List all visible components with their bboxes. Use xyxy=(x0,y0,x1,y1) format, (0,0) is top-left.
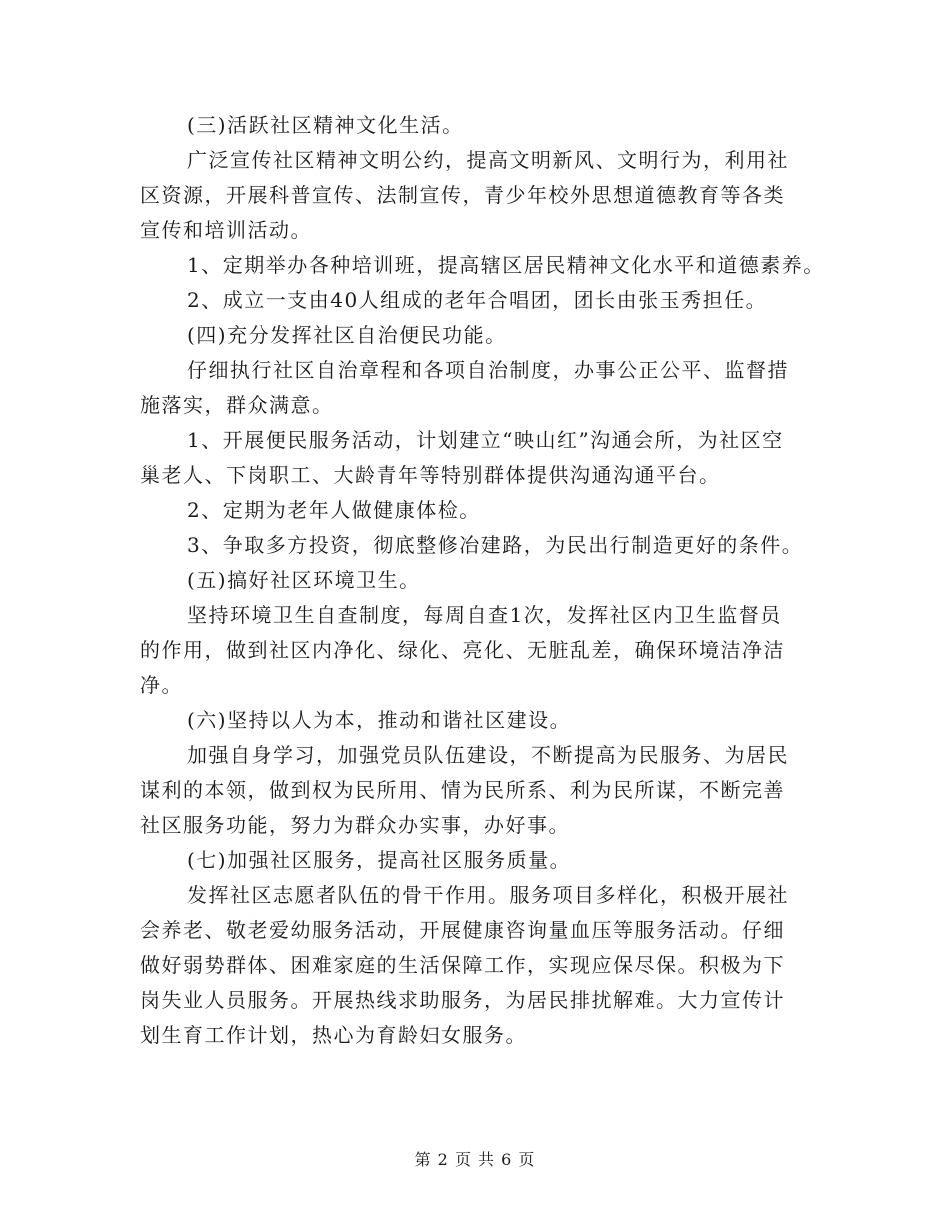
text-line: 岗失业人员服务。开展热线求助服务，为居民排扰解难。大力宣传计 xyxy=(140,988,785,1012)
text-line: 1、定期举办各种培训班，提高辖区居民精神文化水平和道德素养。 xyxy=(187,253,825,277)
text-line: 划生育工作计划，热心为育龄妇女服务。 xyxy=(140,1023,527,1047)
text-line: (三)活跃社区精神文化生活。 xyxy=(187,113,464,137)
text-line: (六)坚持以人为本，推动和谐社区建设。 xyxy=(187,708,572,732)
text-line: 做好弱势群体、困难家庭的生活保障工作，实现应保尽保。积极为下 xyxy=(140,953,785,977)
text-line: 区资源，开展科普宣传、法制宣传，青少年校外思想道德教育等各类 xyxy=(140,183,785,207)
text-line: (五)搞好社区环境卫生。 xyxy=(187,568,421,592)
text-line: 净。 xyxy=(140,673,183,697)
text-line: 的作用，做到社区内净化、绿化、亮化、无脏乱差，确保环境洁净洁 xyxy=(140,638,785,662)
text-line: 巢老人、下岗职工、大龄青年等特别群体提供沟通沟通平台。 xyxy=(140,463,721,487)
text-line: 广泛宣传社区精神文明公约，提高文明新风、文明行为，利用社 xyxy=(187,148,789,172)
text-line: 社区服务功能，努力为群众办实事，办好事。 xyxy=(140,813,570,837)
text-line: 2、成立一支由40人组成的老年合唱团，团长由张玉秀担任。 xyxy=(187,288,768,312)
text-line: 坚持环境卫生自查制度，每周自查1次，发挥社区内卫生监督员 xyxy=(187,603,782,627)
text-line: 1、开展便民服务活动，计划建立“映山红”沟通会所，为社区空 xyxy=(187,428,784,452)
text-line: 仔细执行社区自治章程和各项自治制度，办事公正公平、监督措 xyxy=(187,358,789,382)
text-line: 2、定期为老年人做健康体检。 xyxy=(187,498,481,522)
text-line: (七)加强社区服务，提高社区服务质量。 xyxy=(187,848,572,872)
document-body xyxy=(140,108,830,1053)
text-line: 谋利的本领，做到权为民所用、情为民所系、利为民所谋，不断完善 xyxy=(140,778,785,802)
text-line: 发挥社区志愿者队伍的骨干作用。服务项目多样化，积极开展社 xyxy=(187,883,789,907)
text-line: 3、争取多方投资，彻底整修冶建路，为民出行制造更好的条件。 xyxy=(187,533,804,557)
text-line: 宣传和培训活动。 xyxy=(140,218,312,242)
text-line: (四)充分发挥社区自治便民功能。 xyxy=(187,323,507,347)
page-number-footer: 第 2 页 共 6 页 xyxy=(414,1150,536,1169)
text-line: 加强自身学习，加强党员队伍建设，不断提高为民服务、为居民 xyxy=(187,743,789,767)
text-line: 施落实，群众满意。 xyxy=(140,393,334,417)
text-line: 会养老、敬老爱幼服务活动，开展健康咨询量血压等服务活动。仔细 xyxy=(140,918,785,942)
